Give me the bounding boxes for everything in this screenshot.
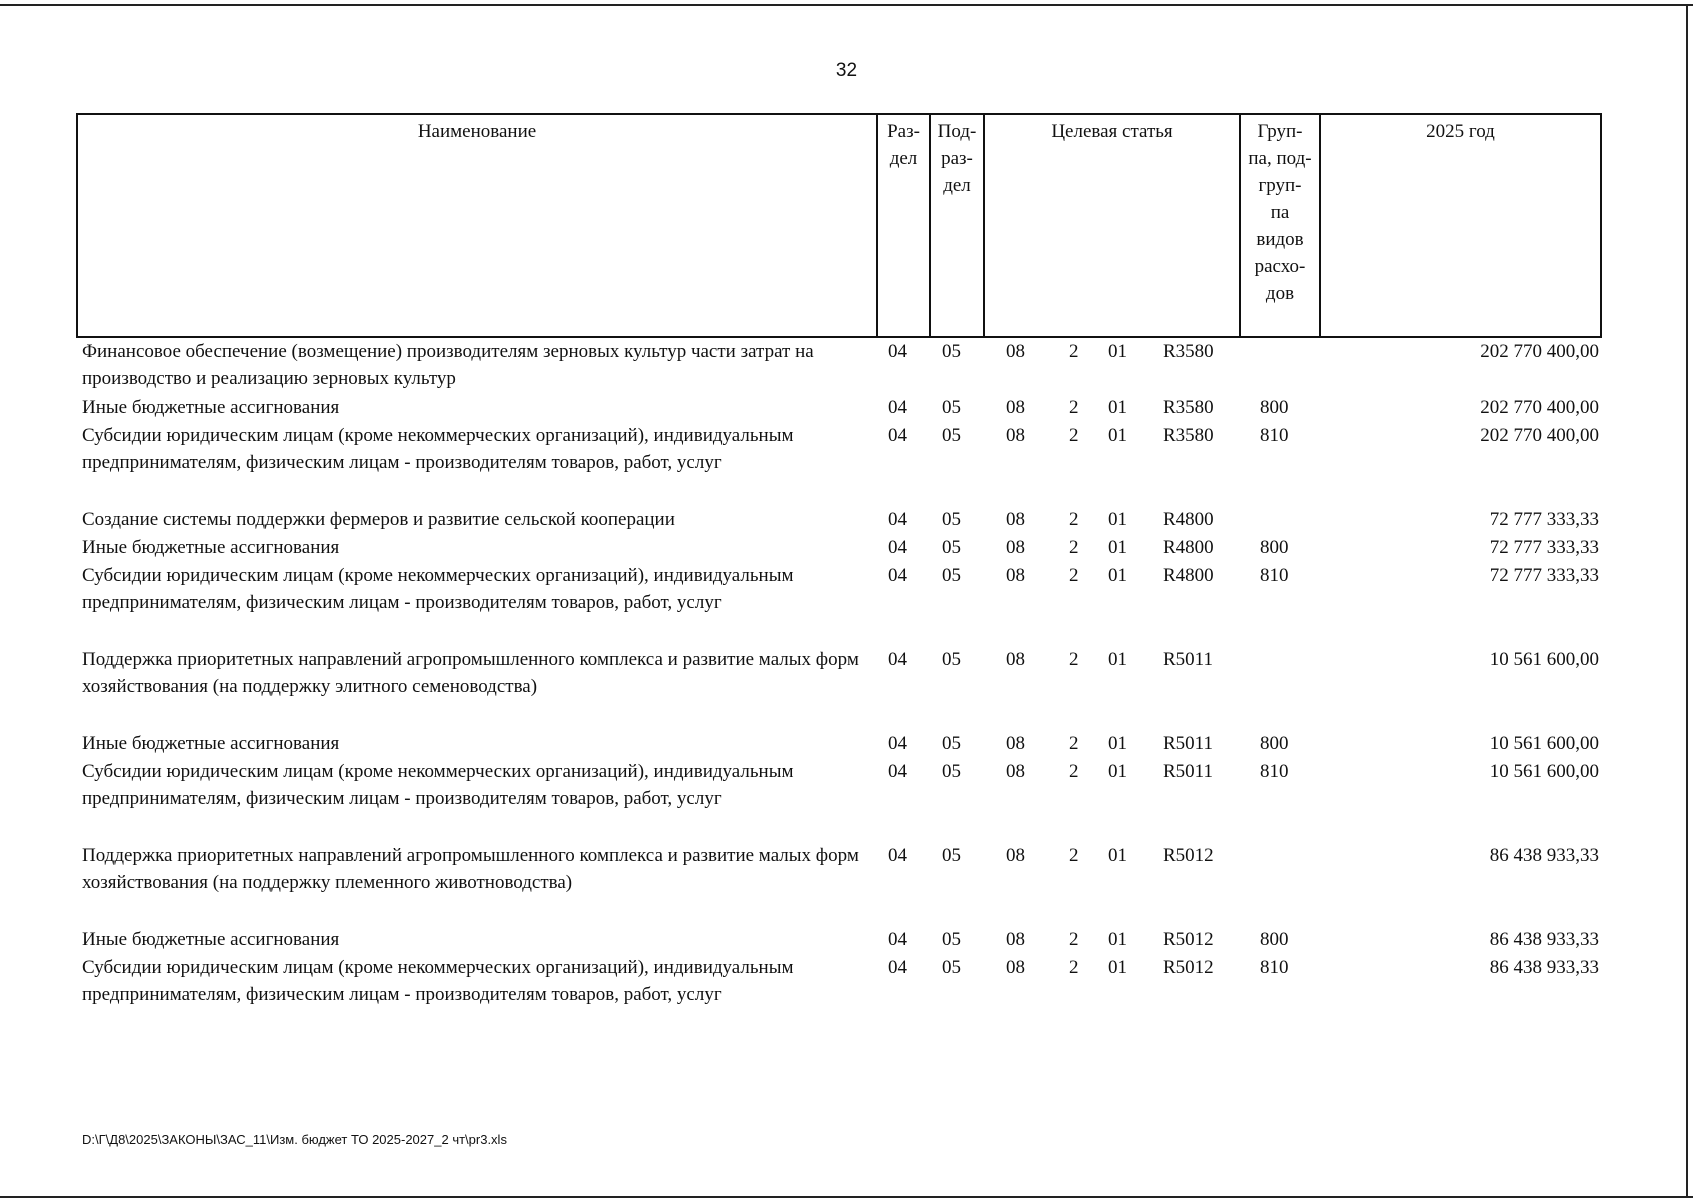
row-target-subprogram: 01 [1108, 845, 1127, 866]
row-name: Создание системы поддержки фермеров и развитие сельской кооперации [82, 509, 675, 530]
row-amount: 72 777 333,33 [1489, 565, 1599, 586]
row-name: Финансовое обеспечение (возмещение) производителям зерновых культур части затрат на производство и реализацию зерновых культур [82, 341, 814, 389]
row-expense-group: 810 [1260, 761, 1289, 782]
row-target-program: 08 [1006, 509, 1025, 530]
row-name: Иные бюджетные ассигнования [82, 397, 340, 418]
row-podrazdel: 05 [942, 957, 961, 978]
row-target-code: R5012 [1163, 845, 1214, 866]
row-target-subprogram: 01 [1108, 425, 1127, 446]
row-target-subprogram: 01 [1108, 957, 1127, 978]
row-name: Субсидии юридическим лицам (кроме некоммерческих организаций), индивидуальным предпринимателям, физическим лицам - производителям товаров, работ, услуг [82, 565, 794, 613]
row-razdel: 04 [888, 929, 907, 950]
row-podrazdel: 05 [942, 649, 961, 670]
file-path-footer: D:\Г\Д8\2025\ЗАКОНЫ\ЗАС_11\Изм. бюджет ТО 2025-2027_2 чт\pr3.xls [82, 1132, 507, 1147]
row-target-code: R5011 [1163, 761, 1213, 782]
page-border-bottom [0, 1196, 1693, 1198]
row-amount: 202 770 400,00 [1480, 397, 1599, 418]
row-target-code: R3580 [1163, 425, 1214, 446]
row-amount: 10 561 600,00 [1489, 733, 1599, 754]
row-razdel: 04 [888, 957, 907, 978]
row-razdel: 04 [888, 509, 907, 530]
row-razdel: 04 [888, 845, 907, 866]
row-target-program: 08 [1006, 957, 1025, 978]
row-target-type: 2 [1069, 761, 1079, 782]
row-target-subprogram: 01 [1108, 509, 1127, 530]
header-razdel: Раз- дел [876, 115, 929, 336]
row-expense-group: 800 [1260, 397, 1289, 418]
row-expense-group: 810 [1260, 565, 1289, 586]
row-amount: 72 777 333,33 [1489, 537, 1599, 558]
row-podrazdel: 05 [942, 761, 961, 782]
row-amount: 10 561 600,00 [1489, 649, 1599, 670]
row-target-type: 2 [1069, 733, 1079, 754]
page-border-right [1686, 4, 1688, 1198]
row-target-program: 08 [1006, 537, 1025, 558]
row-razdel: 04 [888, 649, 907, 670]
row-podrazdel: 05 [942, 425, 961, 446]
row-target-code: R4800 [1163, 509, 1214, 530]
row-podrazdel: 05 [942, 397, 961, 418]
row-name: Поддержка приоритетных направлений агропромышленного комплекса и развитие малых форм хозяйствования (на поддержку племенного животноводства) [82, 845, 859, 893]
row-expense-group: 810 [1260, 425, 1289, 446]
row-podrazdel: 05 [942, 509, 961, 530]
row-razdel: 04 [888, 425, 907, 446]
row-amount: 72 777 333,33 [1489, 509, 1599, 530]
row-target-type: 2 [1069, 649, 1079, 670]
row-target-type: 2 [1069, 929, 1079, 950]
row-name: Иные бюджетные ассигнования [82, 537, 340, 558]
row-expense-group: 800 [1260, 929, 1289, 950]
row-podrazdel: 05 [942, 733, 961, 754]
row-target-subprogram: 01 [1108, 733, 1127, 754]
row-target-subprogram: 01 [1108, 929, 1127, 950]
row-target-code: R3580 [1163, 397, 1214, 418]
row-target-program: 08 [1006, 341, 1025, 362]
row-amount: 86 438 933,33 [1489, 957, 1599, 978]
row-expense-group: 800 [1260, 733, 1289, 754]
row-podrazdel: 05 [942, 341, 961, 362]
row-target-subprogram: 01 [1108, 397, 1127, 418]
row-amount: 86 438 933,33 [1489, 929, 1599, 950]
row-target-code: R3580 [1163, 341, 1214, 362]
row-target-code: R5012 [1163, 929, 1214, 950]
row-target-program: 08 [1006, 761, 1025, 782]
row-target-subprogram: 01 [1108, 649, 1127, 670]
row-name: Субсидии юридическим лицам (кроме некоммерческих организаций), индивидуальным предпринимателям, физическим лицам - производителям товаров, работ, услуг [82, 761, 794, 809]
row-target-type: 2 [1069, 341, 1079, 362]
row-target-program: 08 [1006, 845, 1025, 866]
row-amount: 202 770 400,00 [1480, 425, 1599, 446]
row-target-code: R4800 [1163, 565, 1214, 586]
page-border-top [0, 4, 1693, 6]
row-name: Иные бюджетные ассигнования [82, 929, 340, 950]
row-expense-group: 810 [1260, 957, 1289, 978]
row-razdel: 04 [888, 565, 907, 586]
row-target-type: 2 [1069, 957, 1079, 978]
row-target-program: 08 [1006, 649, 1025, 670]
row-target-code: R4800 [1163, 537, 1214, 558]
row-target-subprogram: 01 [1108, 565, 1127, 586]
row-name: Поддержка приоритетных направлений агропромышленного комплекса и развитие малых форм хозяйствования (на поддержку элитного семеноводства) [82, 649, 859, 697]
row-target-program: 08 [1006, 425, 1025, 446]
row-target-program: 08 [1006, 733, 1025, 754]
header-year: 2025 год [1319, 115, 1600, 336]
row-target-program: 08 [1006, 397, 1025, 418]
row-target-subprogram: 01 [1108, 761, 1127, 782]
header-name: Наименование [417, 121, 537, 142]
row-podrazdel: 05 [942, 565, 961, 586]
row-expense-group: 800 [1260, 537, 1289, 558]
row-name: Иные бюджетные ассигнования [82, 733, 340, 754]
row-name: Субсидии юридическим лицам (кроме некоммерческих организаций), индивидуальным предпринимателям, физическим лицам - производителям товаров, работ, услуг [82, 425, 794, 473]
row-target-program: 08 [1006, 929, 1025, 950]
row-amount: 202 770 400,00 [1480, 341, 1599, 362]
row-podrazdel: 05 [942, 845, 961, 866]
row-amount: 10 561 600,00 [1489, 761, 1599, 782]
row-razdel: 04 [888, 537, 907, 558]
row-target-program: 08 [1006, 565, 1025, 586]
row-podrazdel: 05 [942, 929, 961, 950]
row-razdel: 04 [888, 341, 907, 362]
row-target-type: 2 [1069, 845, 1079, 866]
page-number: 32 [835, 60, 858, 81]
row-target-type: 2 [1069, 565, 1079, 586]
row-target-code: R5011 [1163, 649, 1213, 670]
row-target-type: 2 [1069, 397, 1079, 418]
header-podrazdel: Под- раз- дел [929, 115, 983, 336]
row-target-code: R5012 [1163, 957, 1214, 978]
row-target-type: 2 [1069, 425, 1079, 446]
row-podrazdel: 05 [942, 537, 961, 558]
row-razdel: 04 [888, 733, 907, 754]
row-target-subprogram: 01 [1108, 537, 1127, 558]
row-target-type: 2 [1069, 537, 1079, 558]
table-header [76, 113, 1602, 338]
row-razdel: 04 [888, 397, 907, 418]
header-target-article: Целевая статья [983, 115, 1239, 336]
row-amount: 86 438 933,33 [1489, 845, 1599, 866]
header-expense-group: Груп- па, под- груп- па видов расхо- дов [1239, 115, 1319, 336]
row-razdel: 04 [888, 761, 907, 782]
row-target-type: 2 [1069, 509, 1079, 530]
row-target-subprogram: 01 [1108, 341, 1127, 362]
row-name: Субсидии юридическим лицам (кроме некоммерческих организаций), индивидуальным предпринимателям, физическим лицам - производителям товаров, работ, услуг [82, 957, 794, 1005]
row-target-code: R5011 [1163, 733, 1213, 754]
